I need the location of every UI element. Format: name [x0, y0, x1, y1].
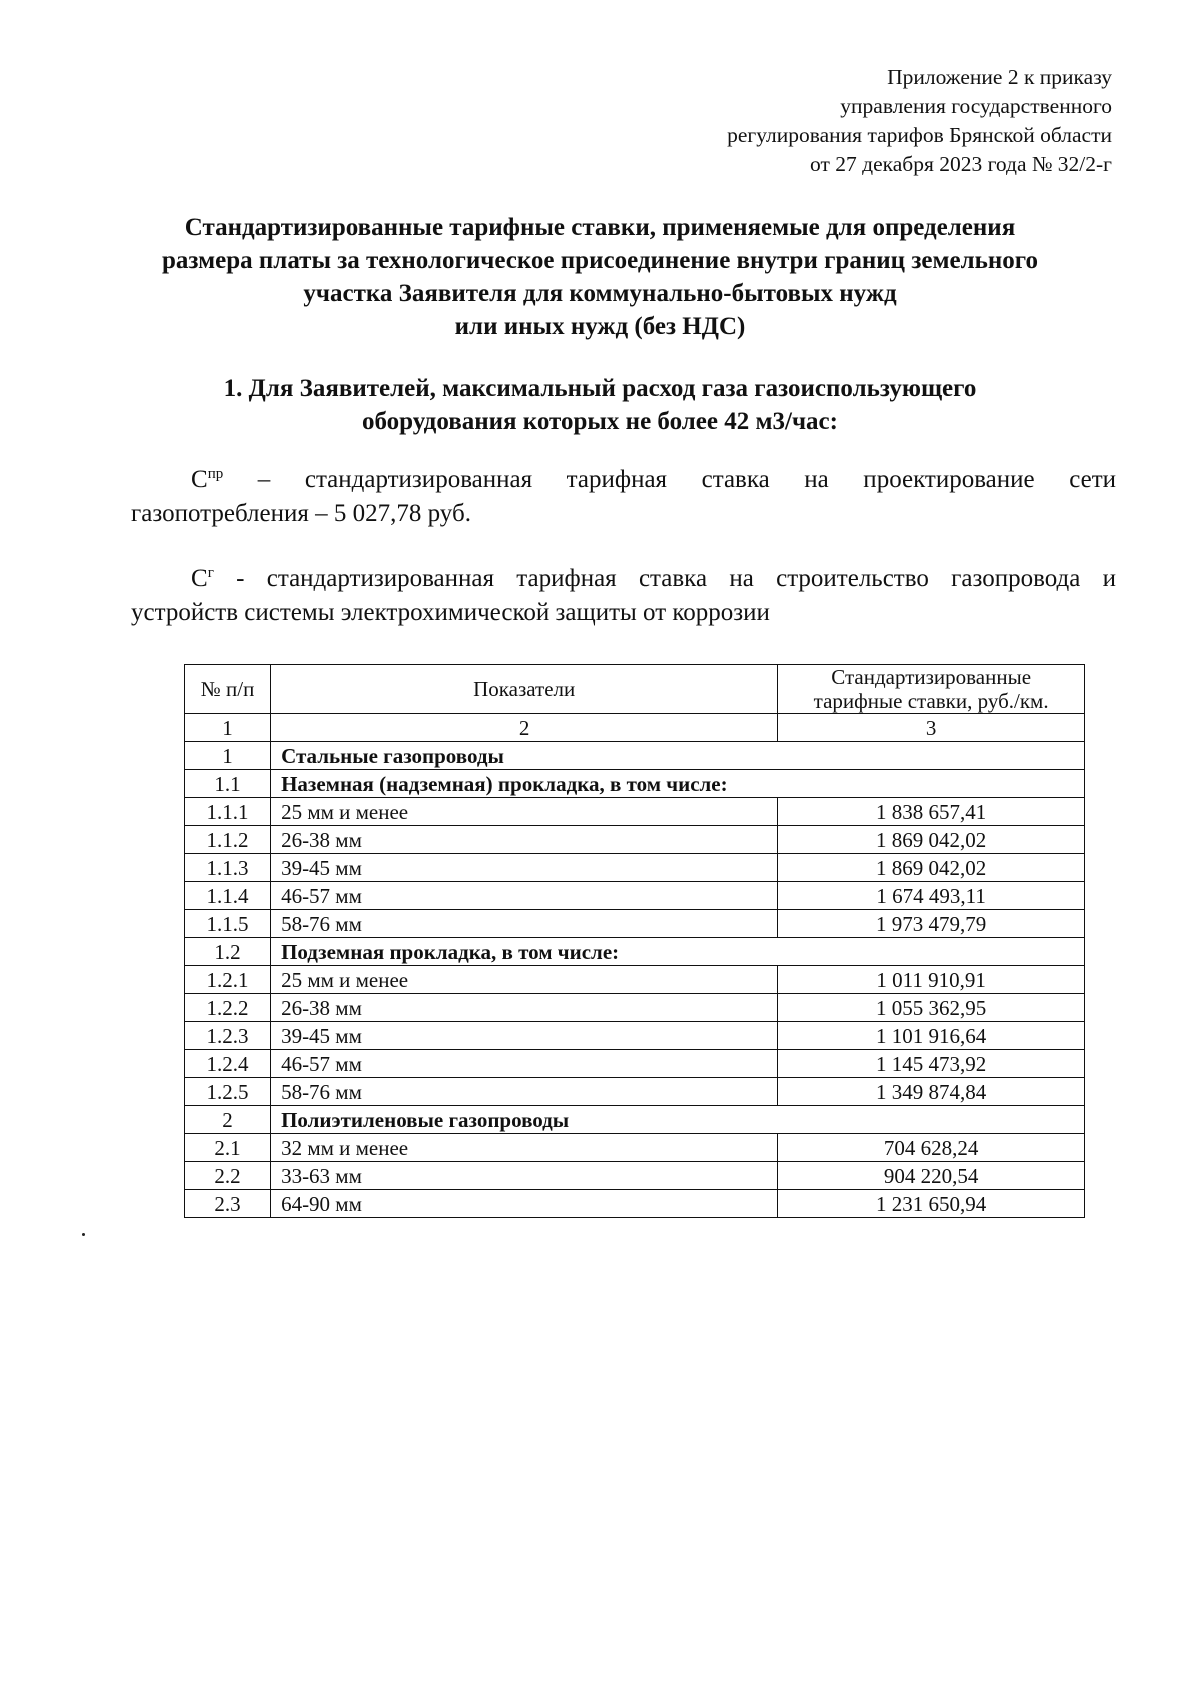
- table-row: [185, 1078, 1085, 1106]
- header-num: № п/п: [185, 665, 271, 714]
- row-indicator: 58-76 мм: [271, 1078, 778, 1106]
- table-group-row: [185, 770, 1085, 798]
- section-heading: [120, 372, 1080, 438]
- appendix-header: [512, 63, 1112, 179]
- row-rate-value: 1 349 874,84: [778, 1078, 1085, 1106]
- column-number-1: 1: [185, 714, 271, 742]
- design-rate-line-1: [131, 463, 1116, 497]
- row-number: 1.1.2: [185, 826, 271, 854]
- design-rate-text-1: – стандартизированная тарифная ставка на проектирование сети: [223, 466, 1116, 493]
- row-indicator: 26-38 мм: [271, 826, 778, 854]
- row-number: 1.1.4: [185, 882, 271, 910]
- construction-rate-superscript: г: [207, 565, 214, 581]
- row-rate-value: 704 628,24: [778, 1134, 1085, 1162]
- header-rate: [778, 665, 1085, 714]
- table-group-row: [185, 1106, 1085, 1134]
- table-group-row: [185, 742, 1085, 770]
- table-row: [185, 882, 1085, 910]
- table-row: [185, 994, 1085, 1022]
- construction-rate-paragraph: [131, 562, 1116, 630]
- row-indicator: 64-90 мм: [271, 1190, 778, 1218]
- table-row: [185, 1162, 1085, 1190]
- row-number: 2.1: [185, 1134, 271, 1162]
- row-number: 2.2: [185, 1162, 271, 1190]
- row-indicator: 25 мм и менее: [271, 798, 778, 826]
- table-group-row: [185, 938, 1085, 966]
- row-indicator: 32 мм и менее: [271, 1134, 778, 1162]
- row-rate-value: 1 869 042,02: [778, 854, 1085, 882]
- title-line-2: размера платы за технологическое присоединение внутри границ земельного: [162, 247, 1038, 274]
- row-rate-value: 1 011 910,91: [778, 966, 1085, 994]
- table-row: [185, 1022, 1085, 1050]
- header-rate-line-1: Стандартизированные: [831, 665, 1032, 689]
- row-number: 1.1: [185, 770, 271, 798]
- appendix-line-3: регулирования тарифов Брянской области: [727, 123, 1112, 147]
- header-rate-line-2: тарифные ставки, руб./км.: [813, 689, 1049, 713]
- group-label: Полиэтиленовые газопроводы: [271, 1106, 1085, 1134]
- construction-rate-line-2: устройств системы электрохимической защиты от коррозии: [131, 599, 770, 626]
- column-number-3: 3: [778, 714, 1085, 742]
- row-indicator: 39-45 мм: [271, 1022, 778, 1050]
- table-row: [185, 1134, 1085, 1162]
- row-number: 2: [185, 1106, 271, 1134]
- title-line-3: участка Заявителя для коммунально-бытовых нужд: [303, 280, 897, 307]
- title-line-1: Стандартизированные тарифные ставки, применяемые для определения: [184, 214, 1016, 241]
- table-header-row: [185, 665, 1085, 714]
- construction-rate-symbol: С: [191, 565, 208, 592]
- row-rate-value: 1 869 042,02: [778, 826, 1085, 854]
- row-rate-value: 1 101 916,64: [778, 1022, 1085, 1050]
- row-indicator: 46-57 мм: [271, 1050, 778, 1078]
- row-number: 1.1.1: [185, 798, 271, 826]
- row-rate-value: 904 220,54: [778, 1162, 1085, 1190]
- row-number: 1.2.1: [185, 966, 271, 994]
- row-number: 1.2.4: [185, 1050, 271, 1078]
- row-number: 1.1.3: [185, 854, 271, 882]
- row-number: 1.2: [185, 938, 271, 966]
- row-number: 2.3: [185, 1190, 271, 1218]
- stray-dot: [82, 1233, 85, 1236]
- row-indicator: 25 мм и менее: [271, 966, 778, 994]
- document-title: [100, 211, 1100, 343]
- appendix-line-2: управления государственного: [840, 94, 1112, 118]
- row-rate-value: 1 674 493,11: [778, 882, 1085, 910]
- table-row: [185, 854, 1085, 882]
- row-number: 1.2.2: [185, 994, 271, 1022]
- row-indicator: 33-63 мм: [271, 1162, 778, 1190]
- row-rate-value: 1 838 657,41: [778, 798, 1085, 826]
- row-indicator: 46-57 мм: [271, 882, 778, 910]
- row-rate-value: 1 055 362,95: [778, 994, 1085, 1022]
- table-row: [185, 1050, 1085, 1078]
- row-indicator: 26-38 мм: [271, 994, 778, 1022]
- row-number: 1.1.5: [185, 910, 271, 938]
- row-number: 1.2.5: [185, 1078, 271, 1106]
- design-rate-paragraph: [131, 463, 1116, 531]
- column-number-2: 2: [271, 714, 778, 742]
- table-row: [185, 798, 1085, 826]
- group-label: Стальные газопроводы: [271, 742, 1085, 770]
- design-rate-line-2: газопотребления – 5 027,78 руб.: [131, 500, 471, 527]
- group-label: Наземная (надземная) прокладка, в том числе:: [271, 770, 1085, 798]
- section-line-1: 1. Для Заявителей, максимальный расход газа газоиспользующего: [223, 375, 977, 402]
- group-label: Подземная прокладка, в том числе:: [271, 938, 1085, 966]
- table-row: [185, 966, 1085, 994]
- title-line-4: или иных нужд (без НДС): [454, 313, 746, 340]
- construction-rate-line-1: [131, 562, 1116, 596]
- row-indicator: 39-45 мм: [271, 854, 778, 882]
- column-number-row: [185, 714, 1085, 742]
- table-row: [185, 1190, 1085, 1218]
- design-rate-symbol: С: [191, 466, 208, 493]
- header-indicator: Показатели: [271, 665, 778, 714]
- appendix-line-4: от 27 декабря 2023 года № 32/2-г: [810, 152, 1112, 176]
- design-rate-superscript: пр: [207, 466, 224, 482]
- construction-rate-text-1: - стандартизированная тарифная ставка на строительство газопровода и: [213, 565, 1116, 592]
- table-row: [185, 826, 1085, 854]
- row-rate-value: 1 231 650,94: [778, 1190, 1085, 1218]
- row-number: 1.2.3: [185, 1022, 271, 1050]
- table-row: [185, 910, 1085, 938]
- tariff-table: [184, 664, 1085, 1218]
- row-number: 1: [185, 742, 271, 770]
- appendix-line-1: Приложение 2 к приказу: [887, 65, 1112, 89]
- row-rate-value: 1 145 473,92: [778, 1050, 1085, 1078]
- row-indicator: 58-76 мм: [271, 910, 778, 938]
- section-line-2: оборудования которых не более 42 м3/час:: [362, 408, 838, 435]
- row-rate-value: 1 973 479,79: [778, 910, 1085, 938]
